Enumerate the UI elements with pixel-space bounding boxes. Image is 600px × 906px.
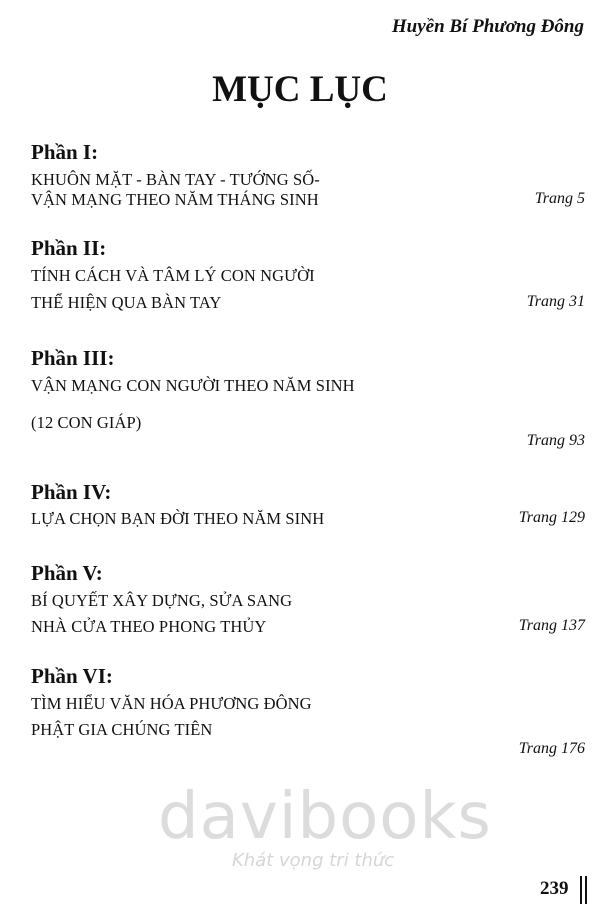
section-1-label: Phần I: bbox=[31, 140, 99, 164]
section-3-label: Phần III: bbox=[31, 346, 115, 370]
section-4-page: Trang 129 bbox=[518, 509, 585, 526]
section-3-line-1: VẬN MẠNG CON NGƯỜI THEO NĂM SINH bbox=[31, 376, 355, 395]
watermark-brand: davibooks bbox=[158, 780, 492, 854]
section-1-page: Trang 5 bbox=[534, 190, 585, 207]
page-title: MỤC LỤC bbox=[212, 69, 388, 110]
section-6-line-1: TÌM HIỂU VĂN HÓA PHƯƠNG ĐÔNG bbox=[31, 694, 312, 713]
section-6-page: Trang 176 bbox=[518, 740, 585, 757]
running-header: Huyền Bí Phương Đông bbox=[391, 16, 584, 37]
footer-rule-left bbox=[580, 876, 582, 904]
footer-rule-right bbox=[585, 876, 587, 904]
section-1-line-2: VẬN MẠNG THEO NĂM THÁNG SINH bbox=[31, 190, 319, 209]
section-2-line-1: TÍNH CÁCH VÀ TÂM LÝ CON NGƯỜI bbox=[31, 266, 315, 285]
section-6-line-2: PHẬT GIA CHÚNG TIÊN bbox=[31, 720, 213, 739]
section-3-line-2: (12 CON GIÁP) bbox=[31, 413, 142, 432]
watermark-tagline: Khát vọng tri thức bbox=[232, 850, 395, 871]
page-number: 239 bbox=[540, 878, 569, 899]
section-5-page: Trang 137 bbox=[518, 617, 585, 634]
section-6-label: Phần VI: bbox=[31, 664, 113, 688]
section-4-line-1: LỰA CHỌN BẠN ĐỜI THEO NĂM SINH bbox=[31, 509, 325, 528]
section-5-label: Phần V: bbox=[31, 561, 103, 585]
section-2-line-2: THỂ HIỆN QUA BÀN TAY bbox=[31, 293, 222, 312]
section-5-line-2: NHÀ CỬA THEO PHONG THỦY bbox=[31, 617, 267, 636]
section-2-page: Trang 31 bbox=[526, 293, 585, 310]
section-3-page: Trang 93 bbox=[526, 432, 585, 449]
section-4-label: Phần IV: bbox=[31, 480, 112, 504]
section-5-line-1: BÍ QUYẾT XÂY DỰNG, SỬA SANG bbox=[31, 591, 293, 610]
section-1-line-1: KHUÔN MẶT - BÀN TAY - TƯỚNG SỐ- bbox=[31, 170, 320, 189]
section-2-label: Phần II: bbox=[31, 236, 107, 260]
